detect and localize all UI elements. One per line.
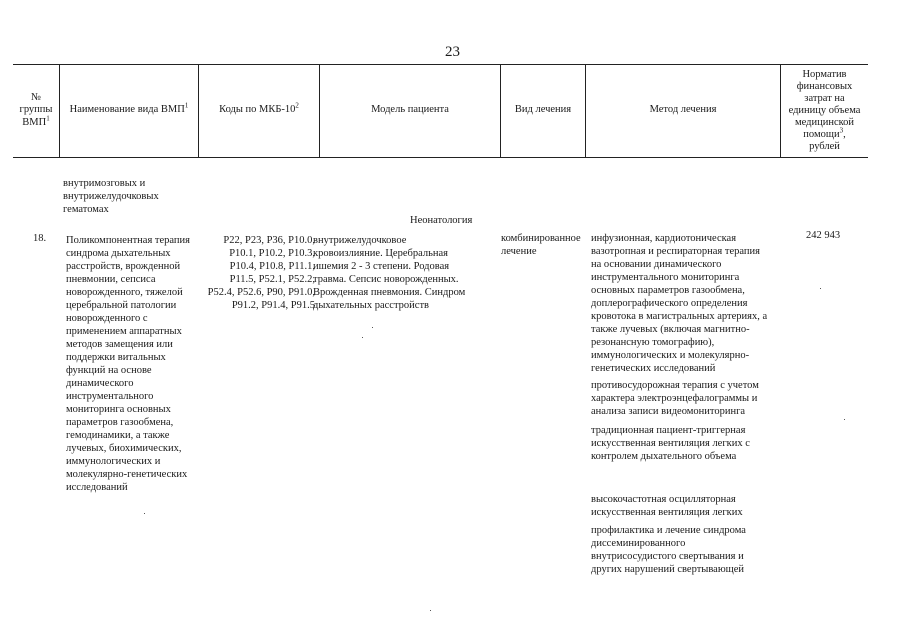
header-group-number: № группы ВМП$^1$ [19,91,53,128]
scan-speck [144,513,145,514]
row-number: 18. [33,233,47,244]
treatment-type: комбинированное лечение [501,233,581,257]
section-title: Неонатология [410,215,473,226]
treatment-method: противосудорожная терапия с учетом характера электроэнцефалограммы и анализа записи видеомониторинга [591,380,759,417]
cost-value: 242 943 [806,230,841,241]
header-treatment-method: Метод лечения [649,104,717,116]
carry-over-text: внутримозговых и внутрижелудочковых гематомах [63,178,159,215]
scan-speck [372,327,373,328]
scan-speck [820,288,821,289]
header-icd-codes: Коды по МКБ-$10^2$ [219,101,299,116]
page-number: 23 [445,44,460,60]
scan-speck [844,419,845,420]
header-treatment-type: Вид лечения [514,104,572,116]
header-cost-norm: Норматив финансовых затрат на единицу объема медицинской помощи$^3$, рублей [788,68,861,152]
patient-model: внутрижелудочковое кровоизлияние. Церебральная ишемия 2 - 3 степени. Родовая травма. Сепсис новорожденных. Врожденная пневмония. Синдром дыхательных расстройств [313,235,466,311]
header-patient-model: Модель пациента [371,104,449,116]
treatment-method: традиционная пациент-триггерная искусственная вентиляция легких с контролем дыхательного объема [591,425,750,462]
scan-speck [430,610,431,611]
icd-codes: P22, P23, P36, P10.0, P10.1, P10.2, P10.3, P10.4, P10.8, P11.1, P11.5, P52.1, P52.2, P52.4, P52.6, P90, P91.0, P91.2, P91.4, P91.5 [207,235,315,311]
scan-speck [362,337,363,338]
header-bottom-rule [13,157,868,158]
header-vmp-name: Наименование вида ВМП$^1$ [69,101,189,116]
treatment-method: высокочастотная осцилляторная искусственная вентиляция легких [591,494,743,518]
vmp-name: Поликомпонентная терапия синдрома дыхательных расстройств, врожденной пневмонии, сепсиса новорожденного, тяжелой церебральной патологии новорожденного с применением аппаратных методов замещения или поддержки витальных функций на основе динамического инструментального мониторинга основных параметров газообмена, гемодинамики, а также лучевых, биохимических, иммунологических и молекулярно-генетических исследований [66,235,190,493]
treatment-method: профилактика и лечение синдрома диссеминированного внутрисосудистого свертывания и других нарушений свертывающей [591,525,746,575]
treatment-method: инфузионная, кардиотоническая вазотропная и респираторная терапия на основании динамического инструментального мониторинга основных параметров газообмена, доплерографического определения кровотока в магистральных артериях, а также лучевых (включая магнитно- резонансную томографию), иммунологических и молекулярно- генетических исследований [591,233,768,374]
